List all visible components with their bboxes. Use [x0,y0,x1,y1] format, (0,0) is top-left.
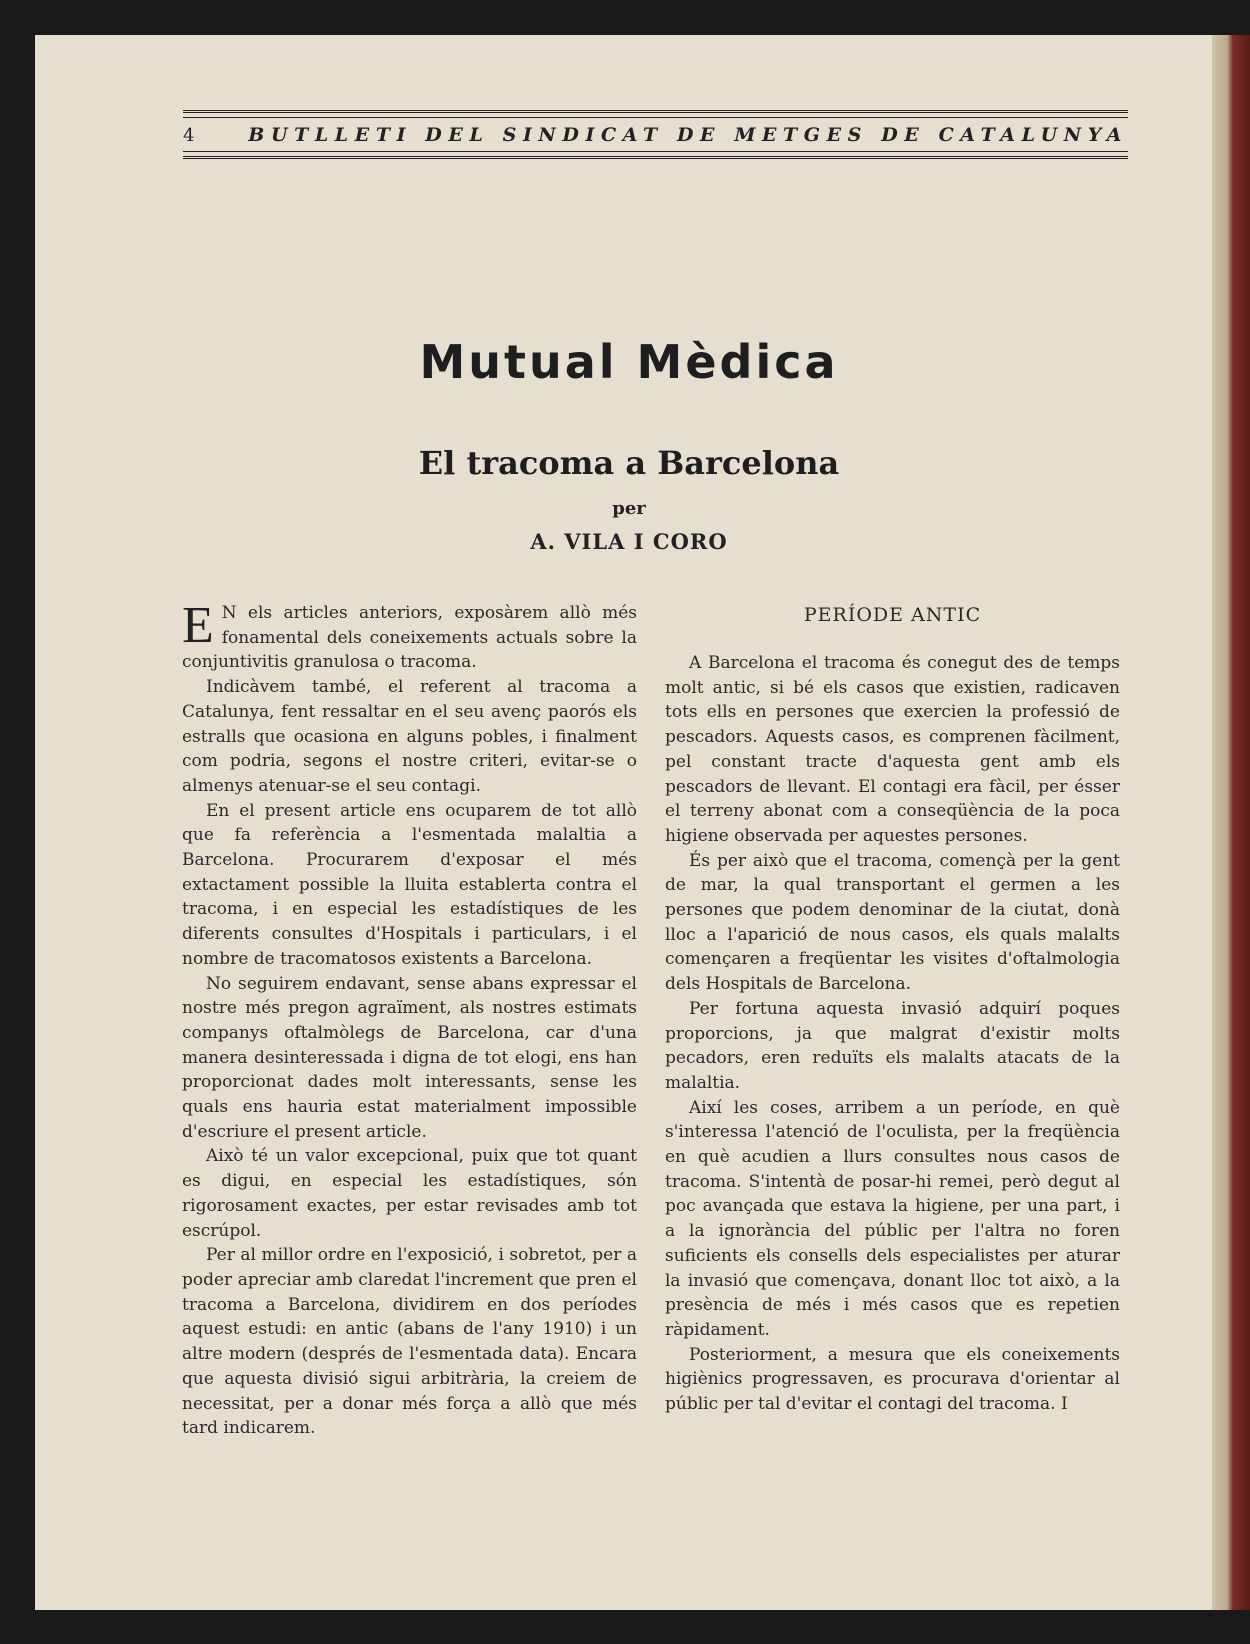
first-word-rest: N [221,603,237,623]
paragraph: No seguirem endavant, sense abans expressar el nostre més pregon agraïment, als nostres estimats companys oftalmòlegs de Barcelona, car d'una manera desinteressada i digna de tot elogi, ens han proporcionat dades molt interessants, sense les quals ens hauria estat materialment impossible d'escriure el present article. [182,973,637,1142]
paragraph: Per fortuna aquesta invasió adquirí poques proporcions, ja que malgrat d'existir molts pecadors, eren reduïts els malalts atacats de la malaltia. [665,998,1120,1093]
article-author: A. VILA I CORO [530,529,728,554]
document-page [35,35,1223,1610]
paragraph: Això té un valor excepcional, puix que tot quant es digui, en especial les estadístiques, són rigorosament exactes, per estar revisades amb tot escrúpol. [182,1146,637,1241]
right-column [665,601,1120,1417]
section-heading: PERÍODE ANTIC [803,604,982,626]
left-column [182,597,637,1441]
book-page-edge [1212,35,1250,1610]
byline-per: per [612,498,646,519]
paragraph: En el present article ens ocuparem de tot allò que fa referència a l'esmentada malaltia a Barcelona. Procurarem d'exposar el més extactament possible la lluita establerta contra el tracoma, i en especial les estadístiques de les diferents consultes d'Hospitals i particulars, i el nombre de tracomatosos existents a Barcelona. [182,800,637,969]
running-header [183,110,1128,159]
header-rule-bottom [183,151,1128,159]
article-title: Mutual Mèdica [419,335,839,389]
drop-cap: E [182,597,214,654]
article-subtitle: El tracoma a Barcelona [418,444,840,482]
paragraph-text: els articles anteriors, exposàrem allò més fonamental dels coneixements actuals sobre la conjuntivitis granulosa o tracoma. [182,603,637,673]
paragraph: Així les coses, arribem a un període, en què s'interessa l'atenció de l'oculista, per la freqüència en què acudien a llurs consultes nous casos de tracoma. S'intentà de posar-hi remei, però degut al poc avançada que estava la higiene, per una part, i a la ignorància del públic per l'altra no foren suficients els consells dels especialistes per aturar la invasió que començava, donant lloc tot això, a la presència de més i més casos que es repetien ràpidament. [665,1097,1120,1340]
paragraph: A Barcelona el tracoma és conegut des de temps molt antic, si bé els casos que existien, radicaven tots ells en persones que exercien la professió de pescadors. Aquests casos, es comprenen fàcilment, pel constant tracte d'aquesta gent amb els pescadors de llevant. El contagi era fàcil, per ésser el terreny abonat com a conseqüència de la poca higiene observada per aquestes persones. [665,653,1120,846]
journal-title: BUTLLETI DEL SINDICAT DE METGES DE CATALUNYA [248,124,1128,146]
paragraph: Indicàvem també, el referent al tracoma a Catalunya, fent ressaltar en el seu avenç paorós els estralls que ocasiona en alguns pobles, i finalment com podria, segons el nostre criteri, evitar-se o almenys atenuar-se el seu contagi. [182,677,637,796]
paragraph: Per al millor ordre en l'exposició, i sobretot, per a poder apreciar amb claredat l'increment que pren el tracoma a Barcelona, dividirem en dos períodes aquest estudi: en antic (abans de l'any 1910) i un altre modern (després de l'esmentada data). Encara que aquesta divisió sigui arbitrària, la creiem de necessitat, per a donar més força a allò que més tard indicarem. [182,1245,637,1439]
paragraph [182,597,637,675]
header-rule-top [183,110,1128,118]
page-number: 4 [183,125,195,146]
paragraph: Posteriorment, a mesura que els coneixements higiènics progressaven, es procurava d'orientar al públic per tal d'evitar el contagi del tracoma. I [665,1344,1120,1415]
paragraph: És per això que el tracoma, començà per la gent de mar, la qual transportant el germen a les persones que podem denominar de la ciutat, donà lloc a l'aparició de nous casos, els quals malalts començaren a freqüentar les visites d'oftalmologia dels Hospitals de Barcelona. [665,850,1120,995]
